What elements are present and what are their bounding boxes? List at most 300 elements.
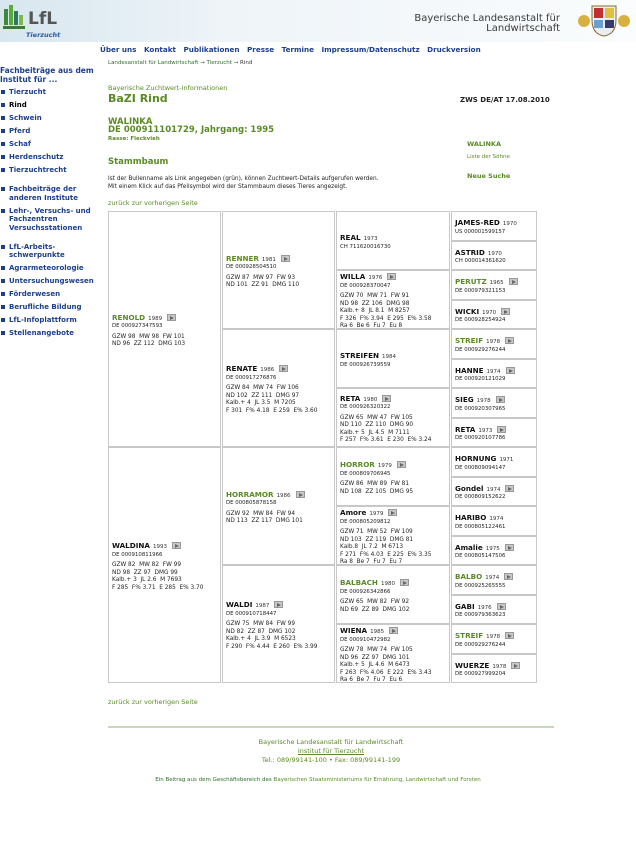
pedigree-animal-year: 1986 bbox=[276, 492, 291, 499]
animal-name-row bbox=[455, 308, 534, 318]
nav-events[interactable]: Termine bbox=[281, 45, 314, 54]
animal-name-row bbox=[455, 249, 534, 259]
pedigree-cell-content bbox=[226, 365, 332, 415]
pedigree-animal-id: CH 711620016730 bbox=[340, 243, 391, 250]
pedigree-stat-line: ND 82 ZZ 87 DMG 102 bbox=[226, 628, 296, 635]
animal-breed: Rasse: Fleckvieh bbox=[108, 136, 160, 142]
footer bbox=[108, 726, 554, 765]
pedigree-stat-line: GZW 86 MW 89 FW 81 bbox=[340, 481, 410, 488]
animal-name-row bbox=[340, 395, 447, 405]
pedigree-stat-line: GZW 70 MW 71 FW 91 bbox=[340, 293, 410, 300]
institute-line1: Bayerische Landesanstalt für bbox=[414, 13, 560, 24]
pedigree-animal-id: DE 000928504510 bbox=[226, 264, 277, 271]
sidebar-item-stellenangebote[interactable]: Stellenangebote bbox=[0, 329, 96, 338]
right-animal-name: WALINKA bbox=[467, 140, 501, 148]
pedigree-arrow-icon[interactable] bbox=[400, 579, 409, 586]
site-header bbox=[0, 0, 636, 42]
pedigree-animal-year: 1978 bbox=[492, 663, 507, 670]
animal-name-row bbox=[226, 491, 332, 501]
pedigree-cell-content bbox=[455, 603, 534, 620]
pedigree-animal-year: 1978 bbox=[476, 398, 491, 405]
pedigree-animal-id: DE 000926342866 bbox=[340, 588, 391, 595]
pedigree-animal-id: DE 000979321153 bbox=[455, 287, 506, 294]
animal-name-row bbox=[455, 219, 534, 229]
pedigree-animal-id: DE 000805147506 bbox=[455, 553, 506, 560]
animal-name-row bbox=[340, 273, 447, 283]
nav-about[interactable]: Über uns bbox=[100, 45, 137, 54]
pedigree-animal-id: DE 000805209812 bbox=[340, 518, 391, 525]
pedigree-arrow-icon[interactable] bbox=[388, 509, 397, 516]
animal-name-row bbox=[340, 352, 447, 362]
sidebar-item-tierzucht[interactable]: Tierzucht bbox=[0, 88, 96, 97]
pedigree-cell-content bbox=[340, 234, 447, 251]
pedigree-stat-line: GZW 84 MW 74 FW 106 bbox=[226, 385, 299, 392]
pedigree-stat-line: Kalb.+ 5 JL 4.5 M 7111 bbox=[340, 429, 410, 436]
pedigree-animal-name: HORNUNG bbox=[455, 454, 497, 464]
pedigree-cell bbox=[451, 506, 537, 536]
animal-name-row bbox=[455, 514, 534, 524]
pedigree-stat-line: F 290 F% 4.44 E 260 E% 3.99 bbox=[226, 643, 318, 650]
pedigree-stat-line: GZW 75 MW 84 FW 99 bbox=[226, 621, 296, 628]
pedigree-animal-year: 1974 bbox=[486, 486, 501, 493]
pedigree-arrow-icon[interactable] bbox=[504, 573, 513, 580]
pedigree-cell bbox=[222, 211, 335, 329]
pedigree-cell bbox=[451, 388, 537, 418]
pedigree-cell bbox=[451, 211, 537, 241]
pedigree-animal-name: STREIFEN bbox=[340, 351, 380, 360]
pedigree-arrow-icon[interactable] bbox=[167, 314, 176, 321]
pedigree-animal-name: Gondel bbox=[455, 483, 484, 493]
pedigree-description bbox=[108, 175, 379, 191]
back-link-top[interactable]: zurück zur vorherigen Seite bbox=[108, 199, 198, 207]
pedigree-animal-id: DE 000928254924 bbox=[455, 317, 506, 324]
nav-imprint[interactable]: Impressum/Datenschutz bbox=[321, 45, 420, 54]
pedigree-cell bbox=[336, 447, 450, 506]
pedigree-cell-content bbox=[340, 273, 447, 331]
pedigree-animal-id: DE 000910718447 bbox=[226, 610, 277, 617]
pedigree-cell-content bbox=[455, 573, 534, 590]
pedigree-arrow-icon[interactable] bbox=[397, 461, 406, 468]
sidebar-item-pferd[interactable]: Pferd bbox=[0, 127, 96, 136]
pedigree-animal-id: DE 000928370047 bbox=[340, 282, 391, 289]
pedigree-cell bbox=[451, 654, 537, 684]
pedigree-cell-content bbox=[226, 491, 332, 526]
animal-name-row bbox=[455, 278, 534, 288]
pedigree-cell-content bbox=[226, 255, 332, 290]
pedigree-animal-name[interactable]: STREIF bbox=[455, 631, 484, 641]
pedigree-animal-year: 1975 bbox=[485, 545, 500, 552]
pedigree-arrow-icon[interactable] bbox=[506, 367, 515, 374]
pedigree-stat-line: ND 102 ZZ 111 DMG 97 bbox=[226, 392, 300, 399]
pedigree-cell-content bbox=[112, 542, 218, 592]
pedigree-stat-line: ND 96 ZZ 97 DMG 101 bbox=[340, 654, 410, 661]
pedigree-animal-id: DE 000910811966 bbox=[112, 551, 163, 558]
pedigree-arrow-icon[interactable] bbox=[496, 396, 505, 403]
pedigree-stat-line: GZW 82 MW 82 FW 99 bbox=[112, 562, 182, 569]
pedigree-stat-line: ND 108 ZZ 105 DMG 95 bbox=[340, 488, 414, 495]
zws-date: ZWS DE/AT 17.08.2010 bbox=[460, 96, 550, 104]
pedigree-cell bbox=[336, 211, 450, 270]
pedigree-animal-year: 1965 bbox=[489, 280, 504, 287]
page-kicker: Bayerische Zuchtwert-Informationen bbox=[108, 84, 228, 92]
pedigree-stat-line: ND 98 ZZ 97 DMG 99 bbox=[112, 569, 178, 576]
pedigree-cell bbox=[336, 329, 450, 388]
pedigree-animal-name[interactable]: RENNER bbox=[226, 253, 259, 263]
pedigree-stat-line: F 271 F% 4.03 E 225 E% 3.35 bbox=[340, 551, 432, 558]
pedigree-animal-year: 1986 bbox=[260, 367, 275, 374]
pedigree-stat-line: GZW 78 MW 74 FW 105 bbox=[340, 647, 413, 654]
sidebar-item-agrarmeteorologie[interactable]: Agrarmeteorologie bbox=[0, 264, 96, 273]
pedigree-cell bbox=[451, 624, 537, 654]
pedigree-animal-id: DE 000920107786 bbox=[455, 435, 506, 442]
pedigree-cell bbox=[222, 565, 335, 683]
pedigree-cell-content bbox=[340, 627, 447, 685]
institute-name bbox=[414, 14, 560, 34]
pedigree-stat-line: F 263 F% 4.06 E 222 E% 3.43 bbox=[340, 669, 432, 676]
pedigree-stat-line: GZW 65 MW 47 FW 105 bbox=[340, 414, 413, 421]
pedigree-cell bbox=[108, 211, 221, 447]
top-navigation bbox=[100, 45, 636, 54]
animal-name-row bbox=[340, 627, 447, 637]
pedigree-stat-line: Ra 6 Be 7 Fu 7 Eu 6 bbox=[340, 677, 403, 684]
ministry-note-text: Ein Beitrag aus dem Geschäftsbereich des bbox=[155, 777, 274, 783]
breadcrumb-current: Rind bbox=[240, 60, 253, 66]
pedigree-arrow-icon[interactable] bbox=[509, 278, 518, 285]
pedigree-animal-year: 1985 bbox=[370, 629, 385, 636]
animal-name-row bbox=[455, 337, 534, 347]
pedigree-animal-name: ASTRID bbox=[455, 247, 485, 257]
pedigree-arrow-icon[interactable] bbox=[505, 485, 514, 492]
animal-name-row bbox=[455, 426, 534, 436]
breadcrumb-lfl[interactable]: Landesanstalt für Landwirtschaft bbox=[108, 60, 199, 66]
pedigree-arrow-icon[interactable] bbox=[497, 426, 506, 433]
back-link-bottom[interactable]: zurück zur vorherigen Seite bbox=[108, 698, 198, 706]
pedigree-animal-id: DE 000805878158 bbox=[226, 500, 277, 507]
animal-name-row bbox=[226, 365, 332, 375]
pedigree-animal-id: DE 000910472982 bbox=[340, 636, 391, 643]
animal-name-row bbox=[340, 234, 447, 244]
pedigree-arrow-icon[interactable] bbox=[387, 273, 396, 280]
pedigree-arrow-icon[interactable] bbox=[505, 544, 514, 551]
pedigree-arrow-icon[interactable] bbox=[296, 491, 305, 498]
pedigree-animal-id: DE 000809094147 bbox=[455, 464, 506, 471]
breadcrumb bbox=[108, 60, 252, 66]
pedigree-cell bbox=[336, 624, 450, 683]
pedigree-animal-name: GABI bbox=[455, 601, 475, 611]
pedigree-stat-line: Kalb.+ 5 JL 4.6 M 6473 bbox=[340, 662, 410, 669]
sidebar-item-focus[interactable]: LfL-Arbeits-schwerpunkte bbox=[0, 243, 96, 260]
pedigree-animal-id: DE 000809152622 bbox=[455, 494, 506, 501]
pedigree-animal-name[interactable]: BALBO bbox=[455, 572, 483, 582]
pedigree-animal-year: 1976 bbox=[368, 275, 383, 282]
pedigree-animal-year: 1973 bbox=[478, 427, 493, 434]
pedigree-animal-year: 1978 bbox=[486, 339, 501, 346]
pedigree-animal-year: 1980 bbox=[380, 581, 395, 588]
pedigree-arrow-icon[interactable] bbox=[497, 603, 506, 610]
sidebar-item-foerderwesen[interactable]: Förderwesen bbox=[0, 290, 96, 299]
pedigree-stat-line: Kalb.+ 4 JL 3.9 M 6523 bbox=[226, 636, 296, 643]
pedigree-animal-name: JAMES-RED bbox=[455, 218, 500, 228]
pedigree-stat-line: GZW 87 MW 97 FW 93 bbox=[226, 274, 296, 281]
pedigree-cell-content bbox=[340, 395, 447, 445]
pedigree-animal-id: CH 000014361620 bbox=[455, 258, 506, 265]
pedigree-animal-year: 1974 bbox=[485, 575, 500, 582]
pedigree-animal-year: 1974 bbox=[486, 368, 501, 375]
pedigree-cell-content bbox=[226, 601, 332, 651]
pedigree-animal-id: DE 000926320322 bbox=[340, 404, 391, 411]
pedigree-stat-line: ND 101 ZZ 91 DMG 110 bbox=[226, 282, 300, 289]
pedigree-stat-line: ND 110 ZZ 110 DMG 90 bbox=[340, 422, 414, 429]
pedigree-stat-line: Kalb.+ 8 JL 8.1 M 8257 bbox=[340, 308, 410, 315]
pedigree-animal-name: WIENA bbox=[340, 626, 368, 636]
pedigree-cell bbox=[451, 447, 537, 477]
pedigree-animal-year: 1987 bbox=[255, 603, 270, 610]
pedigree-animal-name: HANNE bbox=[455, 365, 484, 375]
description-line2: Mit einem Klick auf das Pfeilsymbol wird der Stammbaum dieses Tieres angezeigt. bbox=[108, 184, 348, 190]
pedigree-animal-year: 1978 bbox=[486, 634, 501, 641]
pedigree-cell bbox=[336, 506, 450, 565]
pedigree-stat-line: GZW 98 MW 98 FW 101 bbox=[112, 333, 185, 340]
pedigree-stat-line: ND 69 ZZ 89 DMG 102 bbox=[340, 606, 410, 613]
pedigree-arrow-icon[interactable] bbox=[505, 337, 514, 344]
animal-name-row bbox=[455, 544, 534, 554]
breadcrumb-sep: → bbox=[231, 60, 240, 66]
sidebar-item-herdenschutz[interactable]: Herdenschutz bbox=[0, 153, 96, 162]
pedigree-stat-line: ND 98 ZZ 106 DMG 98 bbox=[340, 300, 410, 307]
pedigree-animal-id: DE 000809706945 bbox=[340, 470, 391, 477]
sidebar-item-tierzuchtrecht[interactable]: Tierzuchtrecht bbox=[0, 166, 96, 175]
pedigree-cell bbox=[222, 447, 335, 565]
pedigree-animal-id: DE 000929276244 bbox=[455, 641, 506, 648]
animal-name-row bbox=[455, 573, 534, 583]
pedigree-animal-name: RETA bbox=[340, 393, 361, 403]
pedigree-stat-line: Ra 6 Be 6 Fu 7 Eu 8 bbox=[340, 323, 403, 330]
pedigree-cell bbox=[336, 270, 450, 329]
pedigree-animal-year: 1970 bbox=[482, 309, 497, 316]
pedigree-cell-content bbox=[455, 249, 534, 266]
pedigree-arrow-icon[interactable] bbox=[172, 542, 181, 549]
pedigree-cell bbox=[222, 329, 335, 447]
pedigree-stat-line: Kalb.+ 3 JL 2.6 M 7693 bbox=[112, 577, 182, 584]
pedigree-animal-year: 1979 bbox=[369, 511, 384, 518]
pedigree-animal-year: 1981 bbox=[261, 256, 276, 263]
sidebar bbox=[0, 66, 96, 342]
animal-id: DE 000911101729, Jahrgang: 1995 bbox=[108, 125, 275, 135]
logo-text: LfL bbox=[28, 9, 58, 29]
sidebar-item-schaf[interactable]: Schaf bbox=[0, 140, 96, 149]
sidebar-title: Fachbeiträge aus dem Institut für ... bbox=[0, 66, 94, 84]
ministry-link[interactable]: Bayerischen Staatsministeriums für Ernährung, Landwirtschaft und Forsten bbox=[273, 777, 481, 783]
pedigree-cell bbox=[451, 477, 537, 507]
pedigree-cell-content bbox=[455, 308, 534, 325]
pedigree-arrow-icon[interactable] bbox=[505, 632, 514, 639]
pedigree-cell-content bbox=[340, 509, 447, 567]
pedigree-cell-content bbox=[455, 544, 534, 561]
pedigree-cell bbox=[451, 359, 537, 389]
pedigree-cell-content bbox=[455, 662, 534, 679]
pedigree-animal-name: WILLA bbox=[340, 272, 366, 282]
pedigree-animal-id: DE 000805122461 bbox=[455, 523, 506, 530]
pedigree-animal-name[interactable]: RENOLD bbox=[112, 312, 146, 322]
pedigree-animal-name: RETA bbox=[455, 424, 476, 434]
pedigree-animal-name: WUERZE bbox=[455, 660, 490, 670]
pedigree-animal-name: WICKI bbox=[455, 306, 480, 316]
pedigree-cell bbox=[336, 565, 450, 624]
pedigree-cell bbox=[451, 418, 537, 448]
pedigree-cell-content bbox=[340, 461, 447, 496]
animal-name-row bbox=[455, 485, 534, 495]
pedigree-cell-content bbox=[340, 579, 447, 614]
animal-name-row bbox=[455, 632, 534, 642]
pedigree-stat-line: F 285 F% 3.71 E 285 E% 3.70 bbox=[112, 584, 204, 591]
pedigree-cell bbox=[451, 329, 537, 359]
pedigree-animal-name: REAL bbox=[340, 233, 361, 242]
pedigree-animal-id: DE 000927999204 bbox=[455, 671, 506, 678]
footer-contact: Tel.: 089/99141-100 • Fax: 089/99141-199 bbox=[261, 756, 401, 764]
pedigree-stat-line: F 257 F% 3.61 E 230 E% 3.24 bbox=[340, 437, 432, 444]
institute-line2: Landwirtschaft bbox=[486, 23, 560, 34]
pedigree-animal-year: 1970 bbox=[487, 250, 502, 257]
animal-name-row bbox=[455, 367, 534, 377]
pedigree-stat-line: ND 103 ZZ 119 DMG 81 bbox=[340, 536, 414, 543]
sidebar-item-centers[interactable]: Lehr-, Versuchs- und Fachzentren Versuchsstationen bbox=[0, 207, 96, 233]
pedigree-stat-line: Kalb.8 JL 7.2 M 6713 bbox=[340, 544, 404, 551]
pedigree-cell bbox=[451, 270, 537, 300]
pedigree-cell bbox=[108, 447, 221, 683]
pedigree-arrow-icon[interactable] bbox=[511, 662, 520, 669]
pedigree-stat-line: Ra 8 Be 7 Fu 7 Eu 7 bbox=[340, 559, 403, 566]
pedigree-animal-year: 1989 bbox=[148, 315, 163, 322]
pedigree-animal-name: WALDI bbox=[226, 600, 253, 610]
sidebar-item-other-institutes[interactable]: Fachbeiträge der anderen Institute bbox=[0, 185, 96, 202]
pedigree-arrow-icon[interactable] bbox=[281, 255, 290, 262]
pedigree-cell-content bbox=[455, 485, 534, 502]
pedigree-animal-year: 1980 bbox=[363, 396, 378, 403]
description-line1: Ist der Bullenname als Link angegeben (grün), können Zuchtwert-Details aufgerufen werden. bbox=[108, 176, 379, 182]
pedigree-stat-line: Kalb.+ 4 JL 3.5 M 7205 bbox=[226, 400, 296, 407]
pedigree-animal-name[interactable]: STREIF bbox=[455, 336, 484, 346]
animal-name-row bbox=[455, 455, 534, 465]
pedigree-cell-content bbox=[455, 396, 534, 413]
lfl-logo[interactable] bbox=[2, 3, 68, 39]
pedigree-stat-line: GZW 92 MW 84 FW 94 bbox=[226, 510, 296, 517]
pedigree-stat-line: GZW 65 MW 82 FW 92 bbox=[340, 599, 410, 606]
pedigree-cell bbox=[336, 388, 450, 447]
pedigree-cell-content bbox=[455, 337, 534, 354]
pedigree-animal-id: DE 000925265555 bbox=[455, 582, 506, 589]
pedigree-cell-content bbox=[455, 632, 534, 649]
sons-list-link[interactable]: Liste der Söhne bbox=[467, 154, 510, 160]
pedigree-cell bbox=[451, 595, 537, 625]
sidebar-item-rind[interactable]: Rind bbox=[0, 101, 96, 110]
footer-institution: Bayerische Landesanstalt für Landwirtschaft bbox=[258, 738, 404, 746]
animal-name-row bbox=[112, 314, 218, 324]
animal-name-row bbox=[340, 509, 447, 519]
pedigree-animal-year: 1976 bbox=[477, 604, 492, 611]
pedigree-animal-name[interactable]: BALBACH bbox=[340, 578, 378, 588]
pedigree-animal-year: 1971 bbox=[499, 457, 514, 464]
animal-name-row bbox=[112, 542, 218, 552]
pedigree-cell-content bbox=[112, 314, 218, 349]
pedigree-animal-name: Amalie bbox=[455, 542, 483, 552]
animal-name-row bbox=[226, 601, 332, 611]
pedigree-animal-id: DE 000920121029 bbox=[455, 376, 506, 383]
pedigree-arrow-icon[interactable] bbox=[279, 365, 288, 372]
pedigree-animal-id: DE 000917276876 bbox=[226, 374, 277, 381]
animal-name-row bbox=[226, 255, 332, 265]
animal-name-row bbox=[340, 579, 447, 589]
nav-print[interactable]: Druckversion bbox=[427, 45, 481, 54]
section-title: Stammbaum bbox=[108, 157, 169, 167]
pedigree-animal-year: 1979 bbox=[377, 463, 392, 470]
nav-press[interactable]: Presse bbox=[247, 45, 275, 54]
pedigree-stat-line: ND 96 ZZ 112 DMG 103 bbox=[112, 341, 186, 348]
logo-subtext: Tierzucht bbox=[26, 31, 61, 39]
pedigree-cell bbox=[451, 536, 537, 566]
pedigree-animal-year: 1974 bbox=[489, 516, 504, 523]
pedigree-animal-name[interactable]: HORROR bbox=[340, 460, 375, 470]
pedigree-animal-name: WALDINA bbox=[112, 541, 150, 551]
pedigree-cell-content bbox=[455, 367, 534, 384]
new-search-link[interactable]: Neue Suche bbox=[467, 172, 511, 180]
pedigree-arrow-icon[interactable] bbox=[389, 627, 398, 634]
sidebar-item-infoplattform[interactable]: LfL-Infoplattform bbox=[0, 316, 96, 325]
footer-institute-link[interactable]: Institut für Tierzucht bbox=[297, 747, 365, 755]
sidebar-item-schwein[interactable]: Schwein bbox=[0, 114, 96, 123]
pedigree-arrow-icon[interactable] bbox=[501, 308, 510, 315]
animal-name-row bbox=[455, 662, 534, 672]
pedigree-stat-line: F 301 F% 4.18 E 259 E% 3.60 bbox=[226, 407, 318, 414]
pedigree-animal-name: SIEG bbox=[455, 395, 474, 405]
pedigree-cell bbox=[451, 241, 537, 271]
pedigree-animal-name: HARIBO bbox=[455, 513, 487, 523]
bavarian-crest-icon bbox=[574, 3, 634, 37]
pedigree-cell-content bbox=[340, 352, 447, 369]
pedigree-cell-content bbox=[455, 219, 534, 236]
pedigree-cell bbox=[451, 300, 537, 330]
pedigree-animal-name: Amore bbox=[340, 508, 367, 518]
pedigree-cell-content bbox=[455, 455, 534, 472]
nav-contact[interactable]: Kontakt bbox=[143, 45, 176, 54]
pedigree-cell-content bbox=[455, 514, 534, 531]
breadcrumb-sep: → bbox=[198, 60, 207, 66]
sidebar-item-untersuchungswesen[interactable]: Untersuchungswesen bbox=[0, 277, 96, 286]
pedigree-animal-id: DE 000929276244 bbox=[455, 346, 506, 353]
sidebar-item-bildung[interactable]: Berufliche Bildung bbox=[0, 303, 96, 312]
animal-name: WALINKA bbox=[108, 117, 153, 127]
pedigree-animal-name[interactable]: HORRAMOR bbox=[226, 489, 274, 499]
pedigree-animal-id: DE 000927347593 bbox=[112, 323, 163, 330]
breadcrumb-tierzucht[interactable]: Tierzucht bbox=[206, 60, 232, 66]
pedigree-animal-year: 1984 bbox=[382, 354, 397, 360]
pedigree-arrow-icon[interactable] bbox=[274, 601, 283, 608]
pedigree-animal-year: 1993 bbox=[152, 544, 167, 551]
pedigree-animal-id: DE 000920307965 bbox=[455, 405, 506, 412]
animal-name-row bbox=[455, 603, 534, 613]
pedigree-animal-name[interactable]: PERUTZ bbox=[455, 277, 487, 287]
pedigree-animal-year: 1973 bbox=[363, 236, 378, 242]
pedigree-animal-year: 1970 bbox=[502, 221, 517, 228]
page-title: BaZI Rind bbox=[108, 92, 168, 105]
pedigree-arrow-icon[interactable] bbox=[382, 395, 391, 402]
animal-name-row bbox=[340, 461, 447, 471]
pedigree-cell-content bbox=[455, 426, 534, 443]
pedigree-animal-id: DE 000926739559 bbox=[340, 361, 391, 368]
nav-publications[interactable]: Publikationen bbox=[183, 45, 240, 54]
pedigree-animal-name: RENATE bbox=[226, 364, 258, 374]
pedigree-stat-line: F 326 F% 3.94 E 295 E% 3.58 bbox=[340, 315, 432, 322]
pedigree-stat-line: ND 113 ZZ 117 DMG 101 bbox=[226, 518, 303, 525]
